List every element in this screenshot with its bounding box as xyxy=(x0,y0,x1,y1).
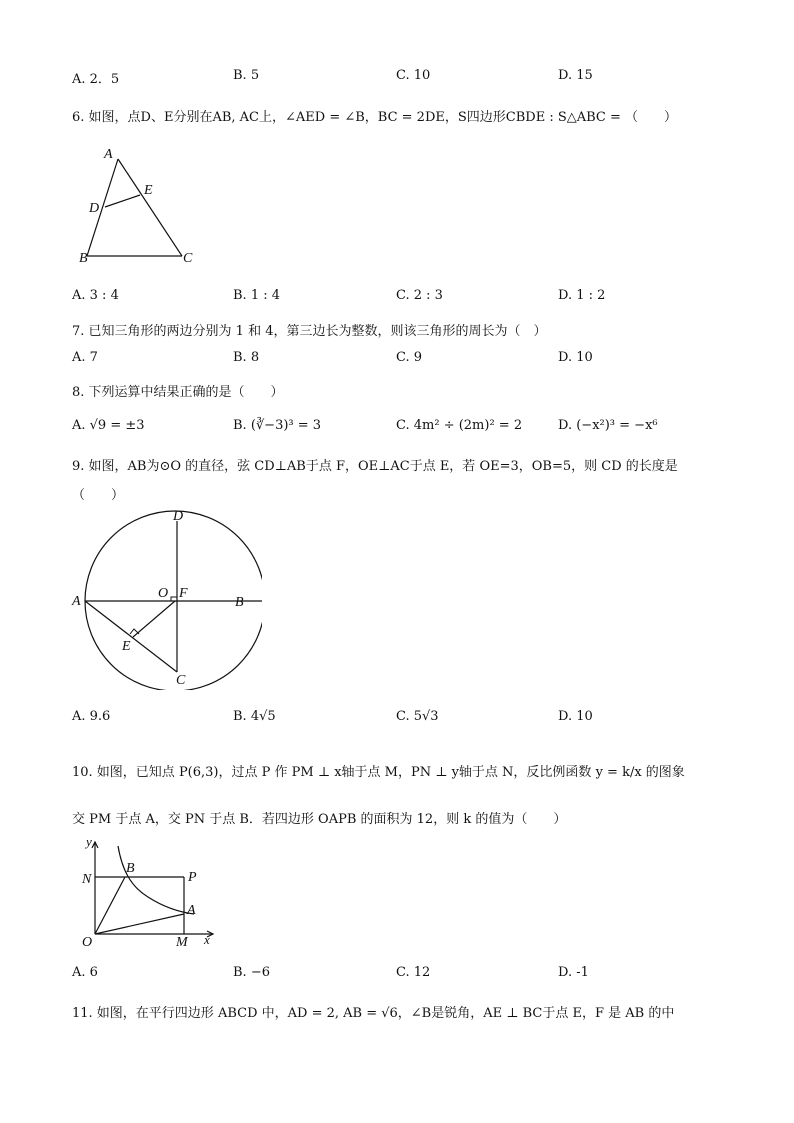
q9-option-c: C. 5√3 xyxy=(396,709,439,724)
q10-label-p: P xyxy=(188,870,197,885)
q7-option-d: D. 10 xyxy=(558,350,593,365)
q9-stem-line1: 9. 如图，AB为⊙O 的直径，弦 CD⊥AB于点 F，OE⊥AC于点 E，若 OE=3，OB=5，则 CD 的长度是 xyxy=(72,459,678,474)
q6-stem: 6. 如图，点D、E分别在AB, AC上，∠AED = ∠B，BC = 2DE，S四边形CBDE : S△ABC = （ ） xyxy=(72,110,678,125)
q6-label-d: D xyxy=(89,201,100,216)
q10-option-a: A. 6 xyxy=(72,965,98,980)
q9-label-d: D xyxy=(173,509,184,524)
q9-label-c: C xyxy=(176,673,186,688)
q9-label-e: E xyxy=(122,639,131,654)
q6-option-c: C. 2 : 3 xyxy=(396,288,443,303)
q6-option-a: A. 3 : 4 xyxy=(72,288,119,303)
q9-option-b: B. 4√5 xyxy=(233,709,276,724)
q9-label-b: B xyxy=(235,595,244,610)
q6-option-d: D. 1 : 2 xyxy=(558,288,606,303)
q9-label-f: F xyxy=(179,586,188,601)
q10-label-o: O xyxy=(82,935,93,950)
q7-option-b: B. 8 xyxy=(233,350,260,365)
q8-stem: 8. 下列运算中结果正确的是（ ） xyxy=(72,385,284,400)
q10-stem-line2: 交 PM 于点 A，交 PN 于点 B．若四边形 OAPB 的面积为 12，则 k 的值为（ ） xyxy=(72,812,567,827)
q8-option-c: C. 4m² ÷ (2m)² = 2 xyxy=(396,418,523,433)
q6-label-b: B xyxy=(79,251,88,266)
q8-option-b: B. (∛−3)³ = 3 xyxy=(233,418,322,433)
q10-stem-line1: 10. 如图，已知点 P(6,3)，过点 P 作 PM ⊥ x轴于点 M，PN ⊥ y轴于点 N，反比例函数 y = k/x 的图象 xyxy=(72,765,685,780)
q8-option-d: D. (−x²)³ = −x⁶ xyxy=(558,418,658,433)
q7-option-a: A. 7 xyxy=(72,350,98,365)
q10-option-c: C. 12 xyxy=(396,965,431,980)
q11-stem: 11. 如图，在平行四边形 ABCD 中，AD = 2, AB = √6，∠B是锐角，AE ⊥ BC于点 E，F 是 AB 的中 xyxy=(72,1006,675,1021)
q9-label-a: A xyxy=(72,594,81,609)
q10-label-y: y xyxy=(86,834,92,849)
q6-triangle-figure xyxy=(72,140,212,270)
q6-label-a: A xyxy=(104,147,113,162)
q5-option-c: C. 10 xyxy=(396,68,431,83)
q6-option-b: B. 1 : 4 xyxy=(233,288,281,303)
q7-stem: 7. 已知三角形的两边分别为 1 和 4，第三边长为整数，则该三角形的周长为（ ） xyxy=(72,324,547,339)
q9-circle-figure xyxy=(66,508,262,690)
q10-label-n: N xyxy=(82,872,92,887)
q10-label-a: A xyxy=(187,903,196,918)
q6-label-c: C xyxy=(183,251,193,266)
q9-stem-line2: （ ） xyxy=(72,488,125,503)
q5-option-b: B. 5 xyxy=(233,68,260,83)
q8-option-a: A. √9 = ±3 xyxy=(72,418,145,433)
q10-label-x: x xyxy=(204,932,210,947)
q5-option-a: A. 2．5 xyxy=(72,72,120,87)
q10-function-figure xyxy=(78,834,220,950)
q9-option-a: A. 9.6 xyxy=(72,709,111,724)
q7-option-c: C. 9 xyxy=(396,350,423,365)
q9-option-d: D. 10 xyxy=(558,709,593,724)
q10-label-b: B xyxy=(126,861,135,876)
q10-label-m: M xyxy=(176,935,188,950)
q5-option-d: D. 15 xyxy=(558,68,593,83)
q10-option-d: D. -1 xyxy=(558,965,589,980)
q10-option-b: B. −6 xyxy=(233,965,270,980)
q9-label-o: O xyxy=(158,586,169,601)
q6-label-e: E xyxy=(144,183,153,198)
